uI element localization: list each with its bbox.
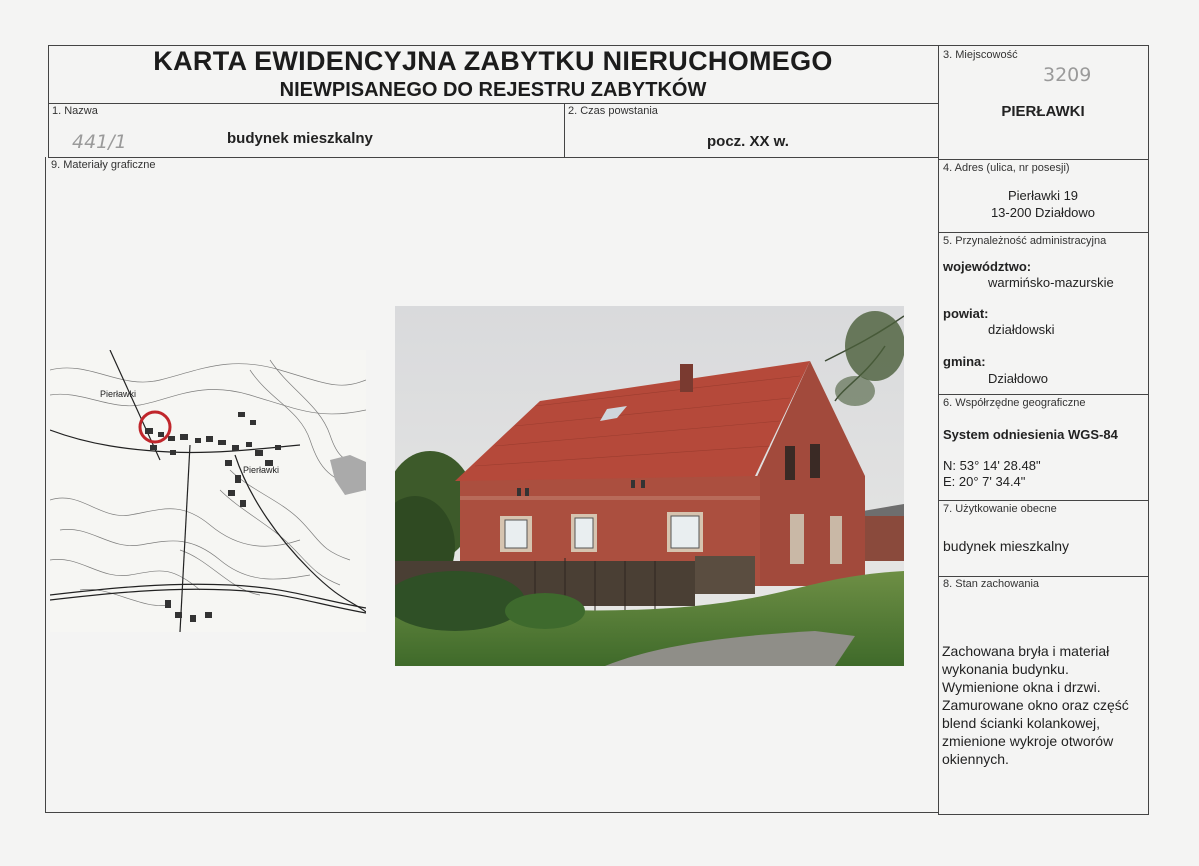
map-drawing (50, 350, 366, 632)
stan-text: Zachowana bryła i materiał wykonania budynku. Wymienione okna i drzwi. Zamurowane okno oraz część blend ścianki kolankowej, zmienione wykroje otworów okiennych. (942, 643, 1129, 767)
gmina-label: gmina: (943, 354, 986, 369)
powiat-value: działdowski (988, 322, 1055, 337)
uzytkowanie-value: budynek mieszkalny (943, 538, 1070, 554)
adres-line1: Pierławki 19 (1007, 188, 1079, 203)
frame-r6 (938, 814, 1148, 815)
nazwa-value: budynek mieszkalny (227, 130, 373, 147)
nazwa-handwritten: 441/1 (72, 131, 127, 153)
miejscowosc-value: PIERŁAWKI (1001, 103, 1085, 120)
materialy-label: 9. Materiały graficzne (51, 159, 156, 171)
wojewodztwo-value: warmińsko-mazurskie (988, 275, 1114, 290)
frame-r5 (938, 576, 1148, 577)
przynaleznosc-label: 5. Przynależność administracyjna (943, 235, 1107, 247)
frame-col (938, 45, 939, 815)
gmina-value: Działdowo (988, 371, 1048, 386)
wojewodztwo-label: województwo: (943, 259, 1032, 274)
czas-label: 2. Czas powstania (568, 105, 658, 117)
frame-r3 (938, 394, 1148, 395)
card-subtitle: NIEWPISANEGO DO REJESTRU ZABYTKÓW (279, 79, 707, 101)
stan-label: 8. Stan zachowania (943, 578, 1040, 590)
wspolrzedne-n: N: 53° 14' 28.48" (943, 458, 1041, 473)
map-label-2: Pierławki (243, 465, 280, 475)
wspolrzedne-label: 6. Współrzędne geograficzne (943, 397, 1086, 409)
frame-r1 (938, 159, 1148, 160)
map-label-1: Pierławki (100, 389, 137, 399)
adres-label: 4. Adres (ulica, nr posesji) (943, 162, 1070, 174)
nazwa-label: 1. Nazwa (52, 105, 98, 117)
location-map (50, 350, 366, 632)
frame-row1 (48, 103, 938, 104)
miejscowosc-label: 3. Miejscowość (943, 49, 1018, 61)
card-title: KARTA EWIDENCYJNA ZABYTKU NIERUCHOMEGO (153, 46, 833, 76)
frame-r4 (938, 500, 1148, 501)
frame-mid (564, 103, 565, 158)
miejscowosc-handwritten: 3209 (1043, 64, 1092, 86)
wspolrzedne-system: System odniesienia WGS-84 (943, 427, 1118, 442)
frame-bottom-left (45, 812, 938, 813)
czas-value: pocz. XX w. (707, 133, 789, 150)
frame-left (45, 157, 46, 813)
frame-right (1148, 45, 1149, 815)
frame-r2 (938, 232, 1148, 233)
adres-line2: 13-200 Działdowo (990, 205, 1096, 220)
frame-row2 (48, 157, 938, 158)
photo-drawing (395, 306, 904, 666)
wspolrzedne-e: E: 20° 7' 34.4" (943, 474, 1026, 489)
building-photo (395, 306, 904, 666)
powiat-label: powiat: (943, 306, 989, 321)
uzytkowanie-label: 7. Użytkowanie obecne (943, 503, 1057, 515)
